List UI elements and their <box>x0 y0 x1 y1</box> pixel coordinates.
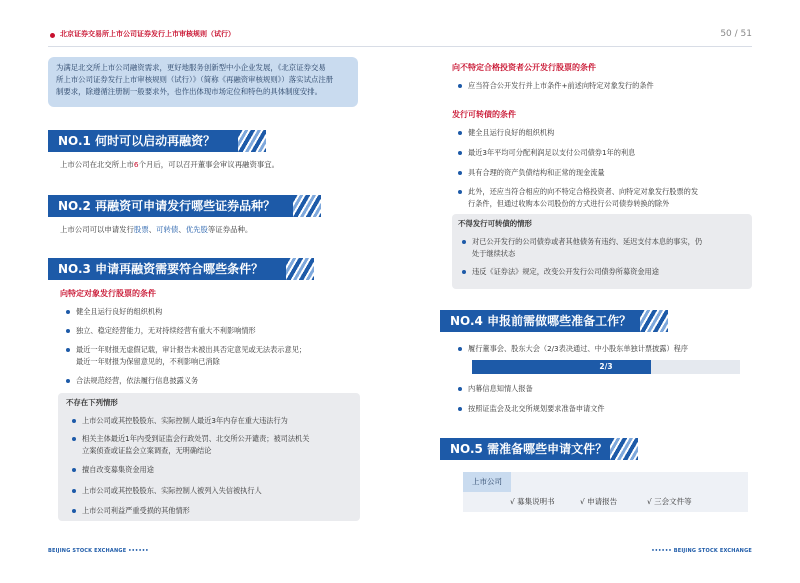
condition-bullet: 具有合理的资产负债结构和正常的现金流量 <box>458 167 748 179</box>
header-divider <box>400 46 752 47</box>
preparation-bullet: 内幕信息知情人报备 <box>458 383 748 395</box>
exclusion-title: 不得发行可转债的情形 <box>458 219 532 228</box>
header-dot-icon <box>50 33 55 38</box>
condition-bullet: 应当符合公开发行并上市条件+前述向特定对象发行的条件 <box>458 80 748 92</box>
preparation-bullet: 履行董事会、股东大会（2/3表决通过、中小股东单独计票披露）程序 <box>458 343 753 355</box>
subsection-title: 向不特定合格投资者公开发行股票的条件 <box>452 63 596 72</box>
section-2-text: 上市公司可以申请发行股票、可转债、优先股等证券品种。 <box>60 225 253 234</box>
section-title-no3 <box>48 258 286 280</box>
section-title-no4 <box>440 310 640 332</box>
subsection-title: 向特定对象发行股票的条件 <box>60 289 156 298</box>
section-title-no5 <box>440 438 610 460</box>
footer-logo: •••••• BEIJING STOCK EXCHANGE <box>651 548 752 554</box>
section-title-text: NO.4 申报前需做哪些准备工作？ <box>450 314 632 328</box>
page-number: 50 / 51 <box>720 29 752 39</box>
section-1-text: 上市公司在北交所上市6个月后，可以召开董事会审议再融资事宜。 <box>60 160 280 169</box>
condition-bullet: 最近3年平均可分配利润足以支付公司债券1年的利息 <box>458 147 748 159</box>
section-title-text: NO.2 再融资可申请发行哪些证券品种？ <box>58 199 276 213</box>
footer-logo: BEIJING STOCK EXCHANGE •••••• <box>48 548 149 554</box>
document-item: √ 募集说明书 <box>510 497 555 506</box>
exclusion-bullet: 上市公司或其控股股东、实际控制人被列入失信被执行人 <box>72 485 360 497</box>
condition-bullet: 健全且运行良好的组织机构 <box>66 306 356 318</box>
subsection-title: 发行可转债的条件 <box>452 110 516 119</box>
exclusion-bullet: 对已公开发行的公司债券或者其他债务有违约、延迟支付本息的事实，仍 处于继续状态 <box>462 236 750 259</box>
exclusion-title: 不存在下列情形 <box>66 398 118 407</box>
preparation-bullet: 按照证监会及北交所规划要求准备申请文件 <box>458 403 748 415</box>
intro-box <box>48 57 358 107</box>
section-title-no2 <box>48 195 293 217</box>
approval-progress-bar <box>472 360 740 374</box>
stripes-decoration-icon <box>286 258 314 280</box>
running-header: 北京证券交易所上市公司证券发行上市审核规则（试行） <box>60 30 235 38</box>
header-divider <box>48 46 400 47</box>
section-title-text: NO.5 需准备哪些申请文件？ <box>450 442 608 456</box>
listed-company-tag: 上市公司 <box>463 472 511 492</box>
stripes-decoration-icon <box>293 195 321 217</box>
condition-bullet: 独立、稳定经营能力，无对持续经营有重大不利影响情形 <box>66 325 356 337</box>
document-item: √ 三会文件等 <box>647 497 692 506</box>
section-title-text: NO.3 申请再融资需要符合哪些条件？ <box>58 262 264 276</box>
stripes-decoration-icon <box>610 438 638 460</box>
section-title-text: NO.1 何时可以启动再融资？ <box>58 134 216 148</box>
stripes-decoration-icon <box>238 130 266 152</box>
exclusion-bullet: 上市公司或其控股股东、实际控制人最近3年内存在重大违法行为 <box>72 415 360 427</box>
condition-bullet: 合法规范经营，依法履行信息披露义务 <box>66 375 356 387</box>
exclusion-bullet: 违反《证券法》规定，改变公开发行公司债券所募资金用途 <box>462 266 750 278</box>
intro-line: 为满足北交所上市公司融资需求，更好地服务创新型中小企业发展，《北京证券交易 <box>56 63 326 72</box>
document-item: √ 申请报告 <box>580 497 618 506</box>
exclusion-bullet: 擅自改变募集资金用途 <box>72 464 360 476</box>
exclusion-box <box>58 393 360 521</box>
section-title-no1 <box>48 130 238 152</box>
condition-bullet: 健全且运行良好的组织机构 <box>458 127 748 139</box>
stripes-decoration-icon <box>640 310 668 332</box>
exclusion-bullet: 上市公司利益严重受损的其他情形 <box>72 505 360 517</box>
condition-bullet: 最近一年财报无虚假记载，审计报告未被出具否定意见或无法表示意见； 最近一年财报为保留意见的，不利影响已消除 <box>66 344 361 367</box>
condition-bullet: 此外，还应当符合相应的向不特定合格投资者、向特定对象发行股票的发 行条件，但通过收购本公司股份的方式进行公司债券转换的除外 <box>458 186 753 209</box>
intro-line: 制要求，除遵循注册制一般要求外，也作出体现市场定位和特色的具体制度安排。 <box>56 87 323 96</box>
intro-line: 所上市公司证券发行上市审核规则（试行）》（简称《再融资审核规则》）落实试点注册 <box>56 75 334 84</box>
exclusion-bullet: 相关主体最近1年内受到证监会行政处罚、北交所公开谴责；被司法机关 立案侦查或证监会立案调查，无明确结论 <box>72 433 360 456</box>
progress-label: 2/3 <box>599 362 613 371</box>
